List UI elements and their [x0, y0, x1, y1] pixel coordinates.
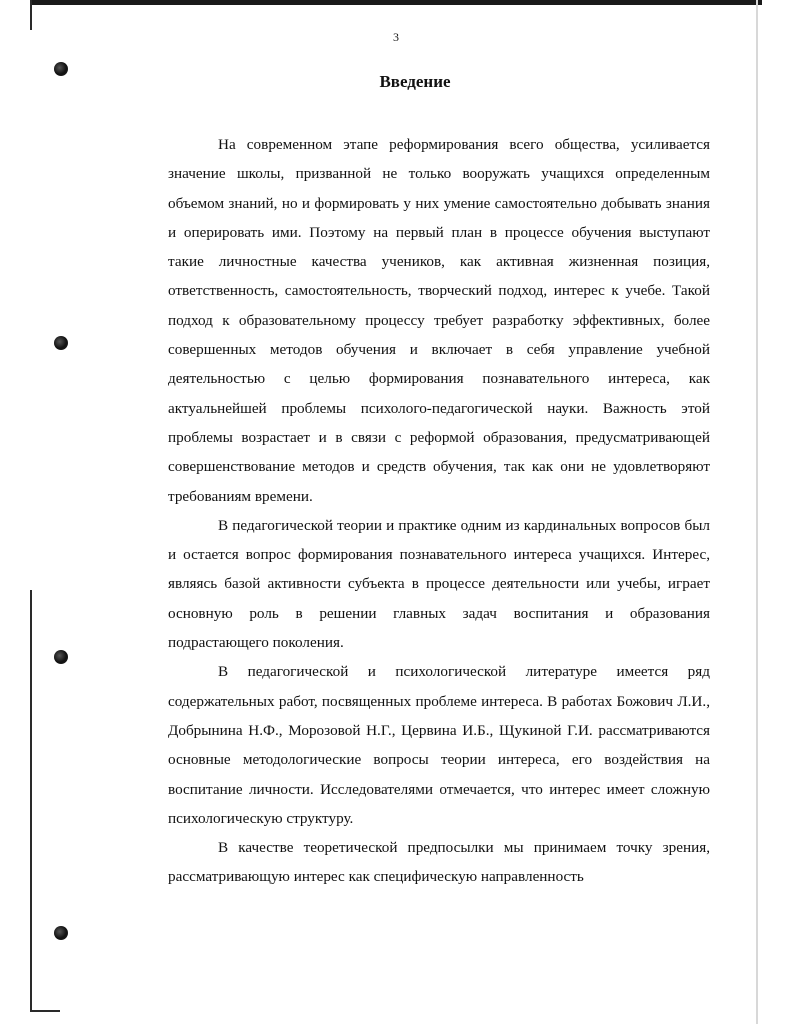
scan-left-edge-top [30, 0, 32, 30]
page-number: 3 [393, 30, 399, 44]
paragraph: На современном этапе реформирования всего общества, усиливается значение школы, призванной не только вооружать учащихся определенным объемом знаний, но и формировать у них умение самостоятельно добывать знания и оперировать ими. Поэтому на первый план в процессе обучения выступают такие личностные качества учеников, как активная жизненная позиция, ответственность, самостоятельность, творческий подход, интерес к учебе. Такой подход к образовательному процессу требует разработку эффективных, более совершенных методов обучения и включает в себя управление учебной деятельностью с целью формирования познавательного интереса, как актуальнейшей проблемы психолого-педагогической науки. Важность этой проблемы возрастает и в связи с реформой образования, предусматривающей совершенствование методов и средств обучения, так как они не удовлетворяют требованиям времени. [168, 136, 710, 505]
punch-hole-mark [54, 926, 68, 940]
paragraph: В педагогической и психологической литературе имеется ряд содержательных работ, посвященных проблеме интереса. В работах Божович Л.И., Добрынина Н.Ф., Морозовой Н.Г., Цервина И.Б., Щукиной Г.И. рассматриваются основные методологические вопросы теории интереса, его воздействия на воспитание личности. Исследователями отмечается, что интерес имеет сложную психологическую структуру. [168, 663, 710, 827]
scan-left-edge [30, 590, 32, 1010]
scan-bottom-mark [30, 1010, 60, 1012]
punch-hole-mark [54, 336, 68, 350]
scan-top-border [30, 0, 762, 5]
paragraph: В качестве теоретической предпосылки мы принимаем точку зрения, рассматривающую интерес как специфическую направленность [168, 839, 710, 886]
paragraph: В педагогической теории и практике одним из кардинальных вопросов был и остается вопрос формирования познавательного интереса учащихся. Интерес, являясь базой активности субъекта в процессе деятельности или учебы, играет основную роль в решении главных задач воспитания и образования подрастающего поколения. [168, 516, 710, 652]
punch-hole-mark [54, 650, 68, 664]
body-text [168, 130, 710, 892]
scan-right-edge [756, 0, 758, 1024]
section-title: Введение [379, 72, 451, 91]
